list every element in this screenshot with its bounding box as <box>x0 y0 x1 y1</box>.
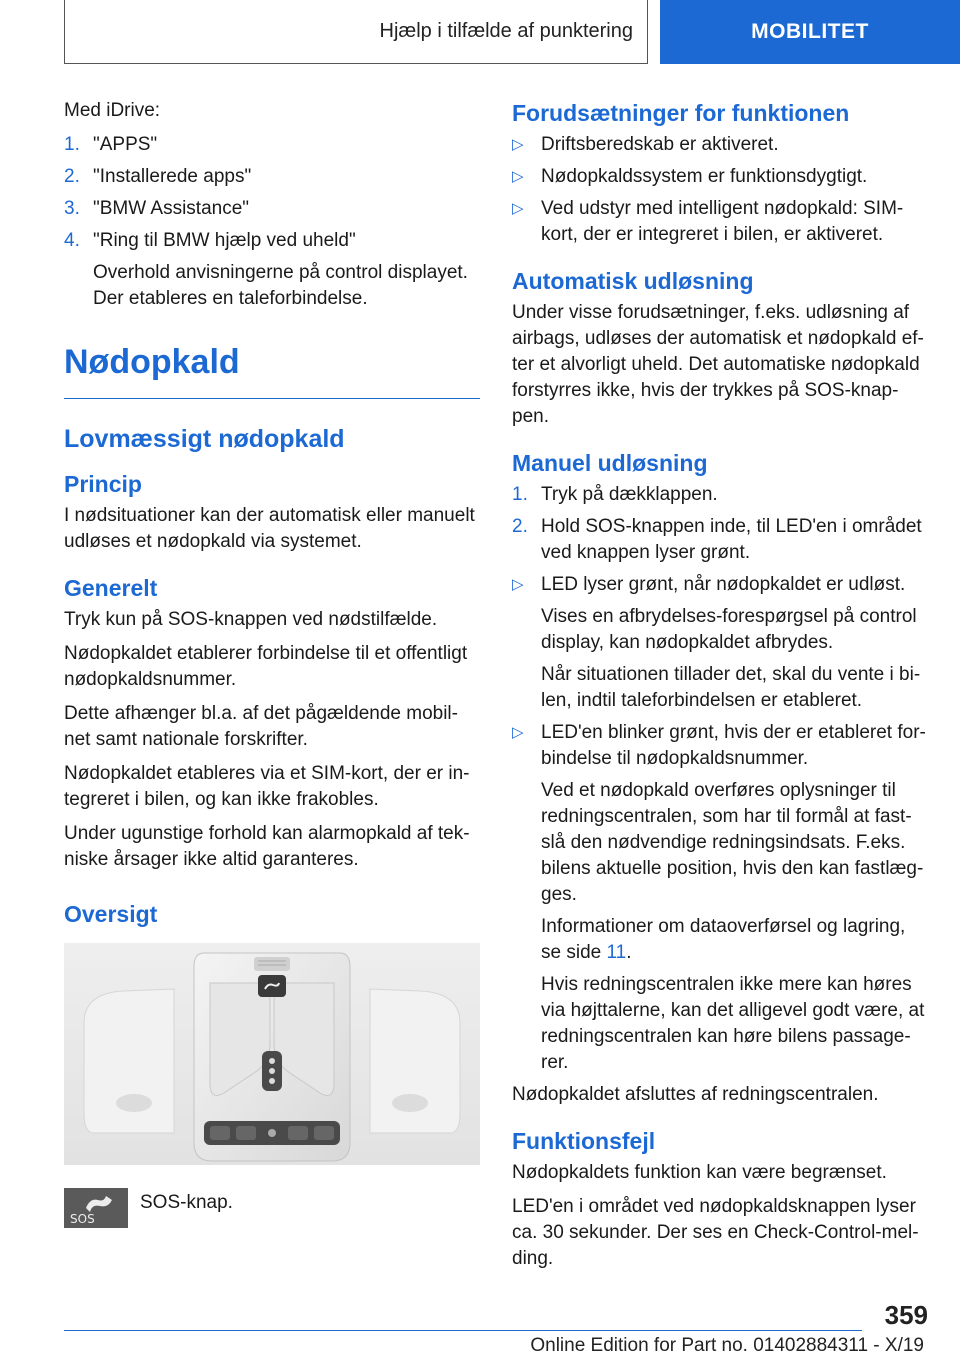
paragraph: Nødopkaldet etableres via et SIM-kort, der er in-tegreret i bilen, og kan ikke frakobles. <box>64 763 470 810</box>
triangle-bullet-icon: ▷ <box>512 576 524 593</box>
overhead-console-photo <box>64 943 480 1165</box>
item-note: Ved et nødopkald overføres oplysninger til redningscentralen, som har til formål at fast-slå den nødvendige redningsindsats. F.eks. bilens aktuelle position, hvis den kan fastlæg-ges. <box>541 780 924 905</box>
list-item <box>512 196 928 248</box>
page-reference-link[interactable]: 11 <box>606 942 627 963</box>
paragraph: Dette afhænger bl.a. af det pågældende mobil-net samt nationale forskrifter. <box>64 703 458 750</box>
princip-text: I nødsituationer kan der automatisk eller manuelt udløses et nødopkald via systemet. <box>64 505 475 552</box>
list-item <box>64 228 480 312</box>
auto-text: Under visse forudsætninger, f.eks. udløsning af airbags, udløses der automatisk et nødopkald ef-ter et alvorligt uheld. Det automatiske nødopkald forstyrres ikke, hvis der trykkes på SOS-knap-pen. <box>512 302 924 427</box>
item-text: LED'en blinker grønt, hvis der er etableret for-bindelse til nødopkaldsnummer. <box>541 722 926 769</box>
item-text: Ved udstyr med intelligent nødopkald: SIM-kort, der er integreret i bilen, er aktiveret. <box>541 198 904 245</box>
paragraph: Nødopkaldet etablerer forbindelse til et offentligt nødopkaldsnummer. <box>64 643 468 690</box>
paragraph: Under ugunstige forhold kan alarmopkald af tek-niske årsager ikke altid garanteres. <box>64 823 470 870</box>
section-heading: Lovmæssigt nødopkald <box>64 425 345 453</box>
step-number: 1. <box>512 484 528 505</box>
close-text: Nødopkaldet afsluttes af redningscentralen. <box>512 1084 879 1105</box>
edition-text: Online Edition for Part no. 01402884311 - X/19 <box>530 1335 924 1356</box>
step-text: "Installerede apps" <box>93 166 252 187</box>
note-text: Informationer om dataoverførsel og lagring, se side <box>541 916 906 963</box>
triangle-bullet-icon: ▷ <box>512 724 524 741</box>
manuel-heading: Manuel udløsning <box>512 450 708 476</box>
step-text: Tryk på dækklappen. <box>541 484 718 505</box>
step-text: Hold SOS-knappen inde, til LED'en i området ved knappen lyser grønt. <box>541 516 922 563</box>
generelt-heading: Generelt <box>64 575 158 601</box>
step-note: Overhold anvisningerne på control displayet. Der etableres en taleforbindelse. <box>93 262 468 309</box>
triangle-bullet-icon: ▷ <box>512 168 524 185</box>
princip-heading: Princip <box>64 471 142 497</box>
list-item <box>512 482 928 508</box>
left-column <box>64 98 480 1228</box>
list-item <box>64 132 480 158</box>
list-item <box>512 132 928 158</box>
item-note: Vises en afbrydelses-forespørgsel på control display, kan nødopkaldet afbrydes. <box>541 606 917 653</box>
item-text: Nødopkaldssystem er funktionsdygtigt. <box>541 166 868 187</box>
led-status-list <box>512 572 928 1076</box>
step-text: "Ring til BMW hjælp ved uheld" <box>93 230 356 251</box>
step-number: 2. <box>64 166 80 187</box>
step-number: 2. <box>512 516 528 537</box>
list-item <box>512 720 928 1076</box>
manual-steps <box>512 482 928 566</box>
step-number: 1. <box>64 134 80 155</box>
paragraph: Nødopkaldets funktion kan være begrænset. <box>512 1162 887 1183</box>
item-text: Driftsberedskab er aktiveret. <box>541 134 779 155</box>
item-text: LED lyser grønt, når nødopkaldet er udløst. <box>541 574 906 595</box>
auto-heading: Automatisk udløsning <box>512 268 754 294</box>
intro-text: Med iDrive: <box>64 100 161 121</box>
footer-divider <box>64 1330 862 1331</box>
oversigt-heading: Oversigt <box>64 901 158 927</box>
sos-icon-label: SOS <box>70 1212 95 1226</box>
legend-text: SOS-knap. <box>140 1192 233 1213</box>
forud-heading: Forudsætninger for funktionen <box>512 100 850 126</box>
triangle-bullet-icon: ▷ <box>512 136 524 153</box>
step-text: "APPS" <box>93 134 158 155</box>
item-note: Når situationen tillader det, skal du vente i bi-len, indtil taleforbindelsen er etableret. <box>541 664 921 711</box>
list-item <box>512 572 928 714</box>
section-title: Hjælp i tilfælde af punktering <box>379 20 633 42</box>
item-note: Hvis redningscentralen ikke mere kan høres via højttalerne, kan det alligevel godt være, at redningscentralen kan høre bilens passage-rer. <box>541 974 925 1073</box>
legend-row <box>64 1188 480 1228</box>
list-item <box>64 164 480 190</box>
paragraph: LED'en i området ved nødopkaldsknappen lyser ca. 30 sekunder. Der ses en Check-Control-mel-ding. <box>512 1196 919 1269</box>
right-column <box>512 98 928 1280</box>
idrive-steps <box>64 132 480 312</box>
step-text: "BMW Assistance" <box>93 198 250 219</box>
list-item <box>512 514 928 566</box>
list-item <box>64 196 480 222</box>
fejl-heading: Funktionsfejl <box>512 1128 656 1154</box>
chapter-heading: Nødopkald <box>64 343 240 381</box>
list-item <box>512 164 928 190</box>
paragraph: Tryk kun på SOS-knappen ved nødstilfælde. <box>64 609 438 630</box>
chapter-title: MOBILITET <box>751 20 869 43</box>
note-text: . <box>626 942 632 963</box>
step-number: 4. <box>64 230 80 251</box>
running-header-section <box>64 0 648 64</box>
page-number: 359 <box>884 1300 928 1330</box>
item-note <box>541 914 928 966</box>
chapter-tab[interactable] <box>660 0 960 64</box>
sos-icon <box>64 1188 128 1228</box>
heading-divider <box>64 398 480 399</box>
triangle-bullet-icon: ▷ <box>512 200 524 217</box>
prerequisite-list <box>512 132 928 248</box>
step-number: 3. <box>64 198 80 219</box>
